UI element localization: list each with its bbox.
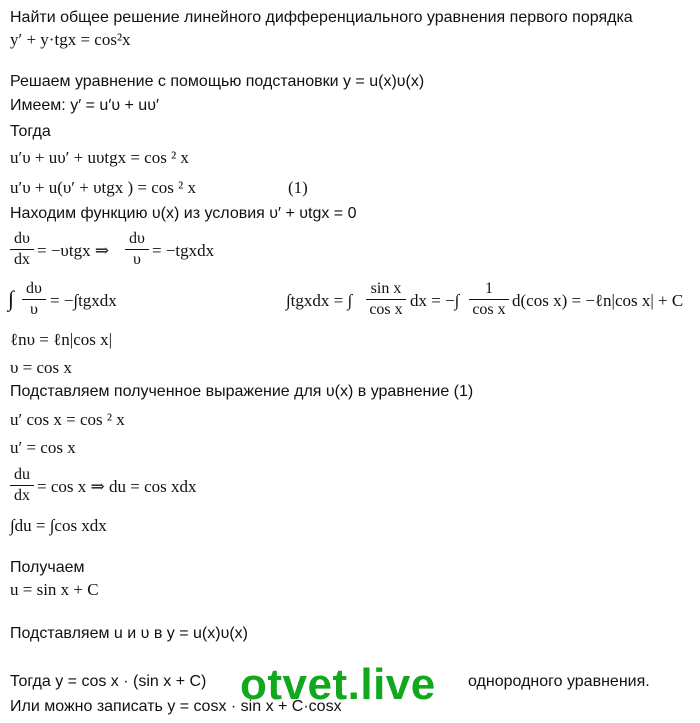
or-write-text: Или можно записать y = cosx · sin x + C·cosx bbox=[10, 698, 342, 715]
fraction-one-cos: 1 cos x bbox=[469, 280, 509, 319]
ln-equation: ℓnυ = ℓn|cos x| bbox=[10, 330, 113, 349]
substitute-text: Подставляем полученное выражение для υ(x) в уравнение (1) bbox=[10, 383, 474, 400]
watermark-logo: otvet.live bbox=[240, 660, 436, 709]
equation-number: (1) bbox=[288, 178, 308, 197]
int-right-mid: dx = −∫ bbox=[410, 291, 460, 310]
then-final-text: Тогда y = cos x · (sin x + C) bbox=[10, 673, 207, 690]
int-left-rhs: = −∫tgxdx bbox=[50, 291, 117, 310]
u-prime-equation: u′ = cos x bbox=[10, 438, 76, 457]
fraction-dv-dx: dυ dx bbox=[10, 230, 34, 269]
int-right-pre: ∫tgxdx = ∫ bbox=[286, 291, 353, 310]
find-function-text: Находим функцию υ(x) из условия υ′ + υtgx = 0 bbox=[10, 205, 357, 222]
v-equation: υ = cos x bbox=[10, 358, 72, 377]
dv-dx-rhs: = −υtgx ⇒ bbox=[37, 241, 110, 260]
then-text: Тогда bbox=[10, 123, 51, 140]
int-right-rhs: d(cos x) = −ℓn|cos x| + C bbox=[512, 291, 684, 310]
substitution-text: Решаем уравнение с помощью подстановки y = u(x)υ(x) bbox=[10, 73, 425, 90]
get-text: Получаем bbox=[10, 559, 85, 576]
int-du-equation: ∫du = ∫cos xdx bbox=[10, 516, 107, 535]
fraction-dv-v: dυ υ bbox=[125, 230, 149, 269]
substitute-uv-text: Подставляем u и υ в y = u(x)υ(x) bbox=[10, 625, 248, 642]
fraction-du-dx: du dx bbox=[10, 466, 34, 505]
equation-b: u′υ + u(υ′ + υtgx ) = cos ² x bbox=[10, 178, 197, 197]
dv-v-rhs: = −tgxdx bbox=[152, 241, 215, 260]
task-title: Найти общее решение линейного дифференциального уравнения первого порядка bbox=[10, 9, 633, 26]
have-text: Имеем: y′ = u′υ + uυ′ bbox=[10, 97, 159, 114]
integral-sign-left: ∫ bbox=[8, 286, 15, 311]
u-equation: u = sin x + C bbox=[10, 580, 99, 599]
du-dx-rhs: = cos x ⇒ du = cos xdx bbox=[37, 477, 197, 496]
task-equation: y′ + y·tgx = cos²x bbox=[10, 30, 131, 49]
then-final-tail: однородного уравнения. bbox=[468, 673, 650, 690]
fraction-int-left: dυ υ bbox=[22, 280, 46, 319]
u-cos-equation: u′ cos x = cos ² x bbox=[10, 410, 125, 429]
fraction-sin-cos: sin x cos x bbox=[366, 280, 406, 319]
equation-a: u′υ + uυ′ + uυtgx = cos ² x bbox=[10, 148, 189, 167]
